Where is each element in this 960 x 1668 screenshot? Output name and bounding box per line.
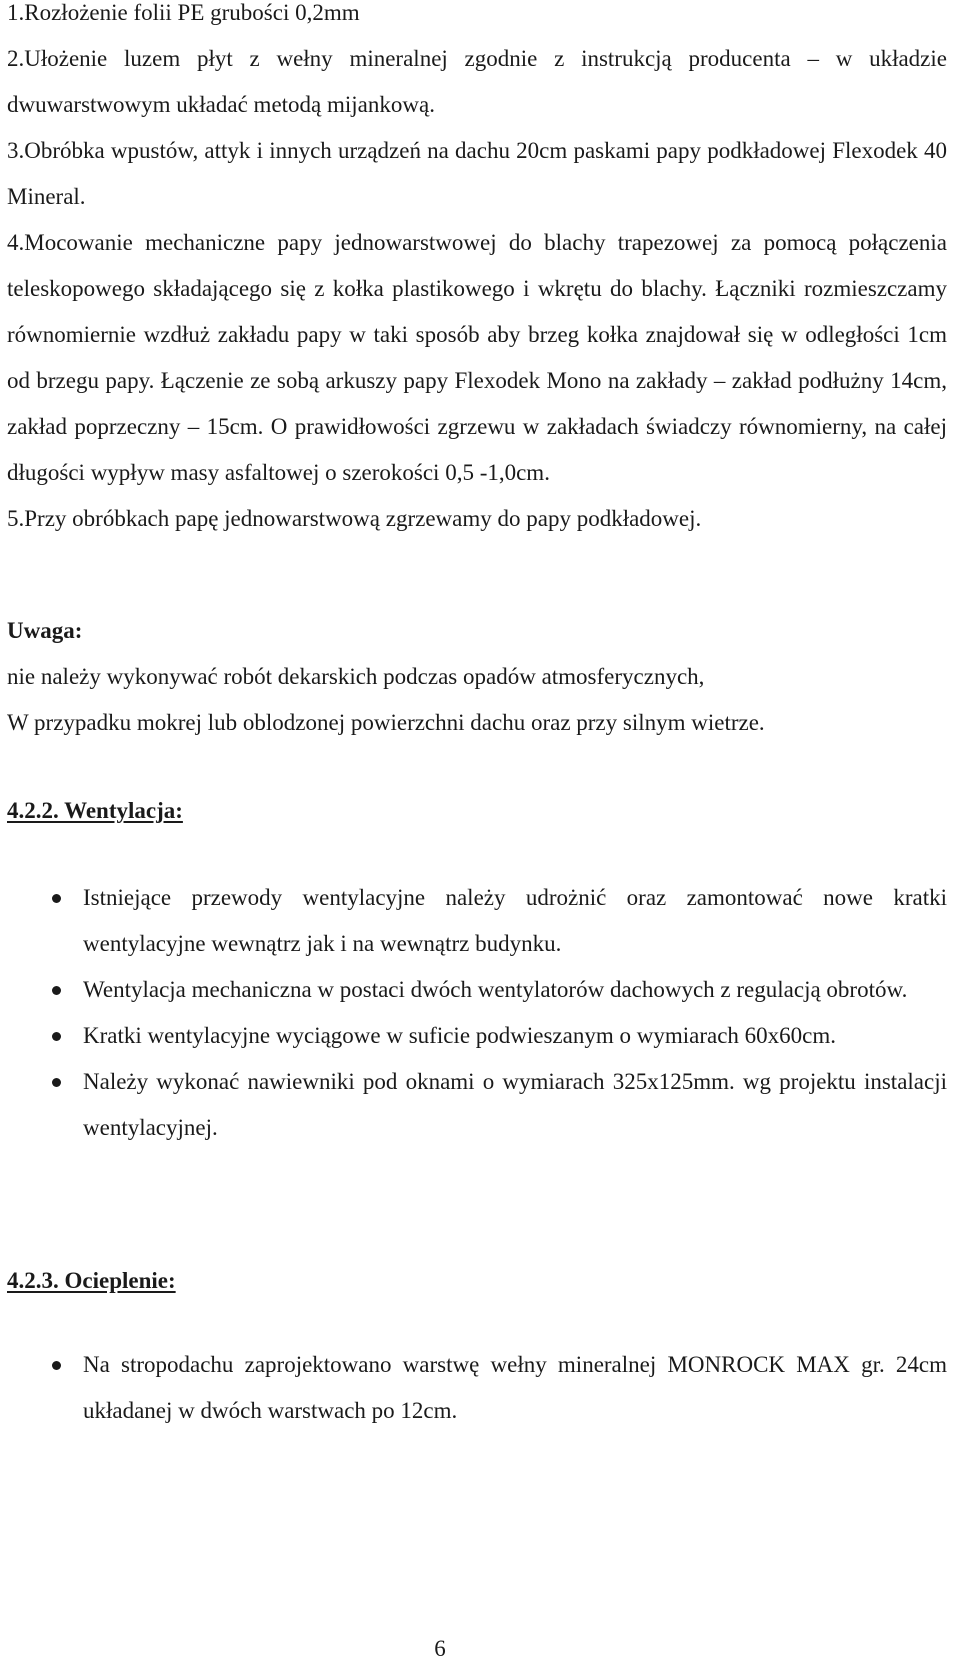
step-2: 2.Ułożenie luzem płyt z wełny mineralnej zgodnie z instrukcją producenta – w układzie dwuwarstwowym układać metodą mijankową. <box>7 46 947 117</box>
list-item <box>7 967 947 1013</box>
insulation-list <box>7 1342 947 1434</box>
insulation-bullet-1: Na stropodachu zaprojektowano warstwę wełny mineralnej MONROCK MAX gr. 24cm układanej w dwóch warstwach po 12cm. <box>83 1352 947 1423</box>
list-item <box>7 1342 947 1434</box>
insulation-section <box>7 1258 947 1304</box>
ventilation-list <box>7 875 947 1151</box>
bullet-icon <box>52 1032 61 1041</box>
step-5: 5.Przy obróbkach papę jednowarstwową zgrzewamy do papy podkładowej. <box>7 506 702 531</box>
list-item <box>7 1059 947 1151</box>
bullet-icon <box>52 1361 61 1370</box>
bullet-icon <box>52 986 61 995</box>
ventilation-bullet-1: Istniejące przewody wentylacyjne należy udrożnić oraz zamontować nowe kratki wentylacyjne wewnątrz jak i na wewnątrz budynku. <box>83 885 947 956</box>
insulation-heading: 4.2.3. Ocieplenie: <box>7 1268 176 1293</box>
bullet-icon <box>52 1078 61 1087</box>
ventilation-bullet-3: Kratki wentylacyjne wyciągowe w suficie podwieszanym o wymiarach 60x60cm. <box>83 1023 837 1048</box>
bullet-icon <box>52 894 61 903</box>
ventilation-bullet-4: Należy wykonać nawiewniki pod oknami o wymiarach 325x125mm. wg projektu instalacji wentylacyjnej. <box>83 1069 947 1140</box>
list-item <box>7 1013 947 1059</box>
list-item <box>7 875 947 967</box>
step-3: 3.Obróbka wpustów, attyk i innych urządzeń na dachu 20cm paskami papy podkładowej Flexodek 40 Mineral. <box>7 138 947 209</box>
ventilation-heading: 4.2.2. Wentylacja: <box>7 798 183 823</box>
ventilation-bullet-2: Wentylacja mechaniczna w postaci dwóch wentylatorów dachowych z regulacją obrotów. <box>83 977 908 1002</box>
ventilation-section <box>7 788 947 834</box>
note-line-1: nie należy wykonywać robót dekarskich podczas opadów atmosferycznych, <box>7 664 705 689</box>
note-label: Uwaga: <box>7 618 83 643</box>
page-number: 6 <box>434 1636 446 1661</box>
note-section <box>7 608 947 746</box>
note-line-2: W przypadku mokrej lub oblodzonej powierzchni dachu oraz przy silnym wietrze. <box>7 710 765 735</box>
step-4: 4.Mocowanie mechaniczne papy jednowarstwowej do blachy trapezowej za pomocą połączenia teleskopowego składającego się z kołka plastikowego i wkrętu do blachy. Łączniki rozmieszczamy równomiernie wzdłuż zakładu papy w taki sposób aby brzeg kołka znajdował się w odległości 1cm od brzegu papy. Łączenie ze sobą arkuszy papy Flexodek Mono na zakłady – zakład podłużny 14cm, zakład poprzeczny – 15cm. O prawidłowości zgrzewu w zakładach świadczy równomierny, na całej długości wypływ masy asfaltowej o szerokości 0,5 -1,0cm. <box>7 230 947 485</box>
step-1: 1.Rozłożenie folii PE grubości 0,2mm <box>7 0 360 25</box>
steps-section <box>7 0 947 542</box>
